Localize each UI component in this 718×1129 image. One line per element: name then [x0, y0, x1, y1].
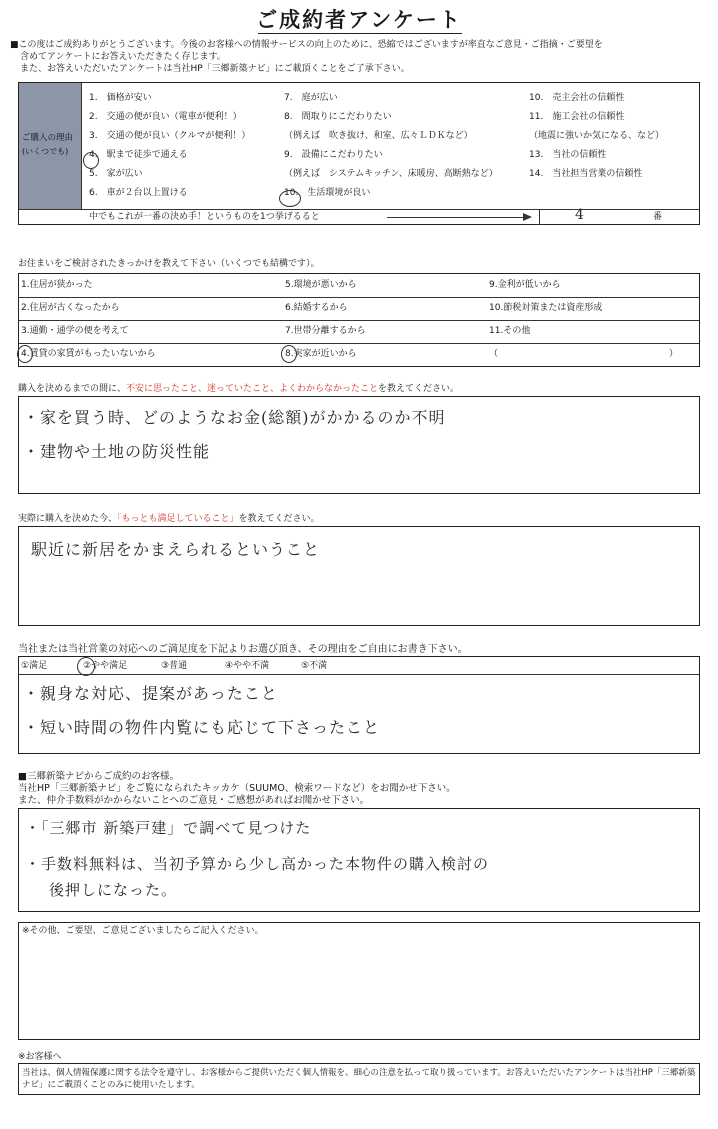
trigger-col-3: [489, 280, 678, 372]
navi-line-2: 当社HP「三郷新築ナビ」をご覧になられたキッカケ（SUUMO、検索ワードなど）をお聞かせ下さい。: [18, 783, 456, 794]
reason-option-note: （例えば 吹き抜け、和室、広々ＬＤＫなど）: [284, 131, 473, 141]
service-option[interactable]: ⑤不満: [301, 661, 328, 671]
trigger-col-1: [21, 280, 156, 372]
best-reason-answer[interactable]: 4: [575, 207, 585, 223]
trigger-other-field[interactable]: （ ）: [489, 349, 679, 359]
title-underline: [258, 33, 462, 34]
reason-option-note: （例えば システムキッチン、床暖房、高断熱など）: [284, 169, 498, 179]
trigger-option[interactable]: 7.世帯分離するから: [285, 326, 366, 336]
other-box[interactable]: [18, 922, 700, 1040]
worry-heading-pre: 購入を決めるまでの間に、: [18, 384, 127, 394]
reason-label-cell: [19, 83, 82, 209]
trigger-option[interactable]: 10.節税対策または資産形成: [489, 303, 603, 313]
worry-answer-1: ・家を買う時、どのようなお金(総額)がかかるのか不明: [23, 408, 446, 427]
privacy-box: [18, 1063, 700, 1095]
reason-option[interactable]: 11. 施工会社の信頼性: [529, 112, 625, 122]
trigger-col-2: [285, 280, 366, 372]
service-option[interactable]: ①満足: [21, 661, 48, 671]
other-label: ※その他、ご要望、ご意見ございましたらご記入ください。: [22, 926, 264, 936]
satisfied-heading-highlight: 「もっとも満足していること」: [117, 514, 239, 524]
worry-heading-highlight: 不安に思ったこと、迷っていたこと、よくわからなかったこと: [126, 384, 379, 394]
reason-col-2: [284, 93, 498, 207]
trigger-option[interactable]: 3.通勤・通学の便を考えて: [21, 326, 129, 336]
arrow-line: [387, 217, 527, 218]
navi-answer-2: ・手数料無料は、当初予算から少し高かった本物件の購入検討の: [25, 855, 490, 873]
reason-option[interactable]: 2. 交通の便が良い（電車が便利！）: [89, 112, 242, 122]
reason-table: [18, 82, 700, 225]
selection-circle: [281, 345, 297, 363]
trigger-option[interactable]: 11.その他: [489, 326, 531, 336]
navi-answer-1: ・「三郷市 新築戸建」で調べて見つけた: [25, 819, 312, 837]
service-heading: 当社または当社営業の対応へのご満足度を下記よりお選び頂き、その理由をご自由にお書き下さい。: [18, 644, 468, 655]
service-option[interactable]: ④やや不満: [225, 661, 270, 671]
reason-option[interactable]: 5. 家が広い: [89, 169, 143, 179]
selection-circle: [279, 190, 301, 207]
reason-col-3: [529, 93, 664, 188]
intro-line-3: また、お答えいただいたアンケートは当社HP「三郷新築ナビ」にご載頂くことをご了承下さい。: [20, 64, 410, 74]
trigger-option[interactable]: 1.住居が狭かった: [21, 280, 93, 290]
arrow-head-icon: [523, 213, 532, 221]
trigger-heading: お住まいをご検討されたきっかけを教えて下さい（いくつでも結構です）。: [18, 259, 320, 269]
navi-answer-3: 後押しになった。: [49, 881, 178, 899]
worry-heading-post: を教えてください。: [378, 384, 460, 394]
navi-line-1: ■三郷新築ナビからご成約のお客様。: [18, 771, 179, 782]
trigger-option[interactable]: 2.住居が古くなったから: [21, 303, 120, 313]
best-reason-prompt: 中でもこれが一番の決め手！というものを1つ挙げるると: [89, 212, 320, 222]
reason-option[interactable]: 10. 生活環境が良い: [284, 188, 371, 198]
reason-label-note: (いくつでも): [22, 147, 69, 156]
service-option[interactable]: ③普通: [161, 661, 188, 671]
page-title: ご成約者アンケート: [256, 8, 462, 32]
intro-line-1: ■この度はご成約ありがとうございます。今後のお客様への情報サービスの向上のために、恐縮ではございますが率直なご意見・ご指摘・ご要望を: [10, 40, 603, 50]
reason-col-1: [89, 93, 250, 207]
reason-option[interactable]: 14. 当社担当営業の信頼性: [529, 169, 643, 179]
satisfied-answer: 駅近に新居をかまえられるということ: [31, 540, 321, 559]
reason-option[interactable]: 8. 間取りにこだわりたい: [284, 112, 392, 122]
intro-text: [10, 39, 700, 75]
service-answer-1[interactable]: ・親身な対応、提案があったこと: [23, 684, 278, 703]
worry-answer-box[interactable]: [18, 396, 700, 494]
trigger-option[interactable]: 6.結婚するから: [285, 303, 348, 313]
reason-option[interactable]: 7. 庭が広い: [284, 93, 338, 103]
satisfied-heading-post: を教えてください。: [238, 514, 320, 524]
privacy-heading: ※お客様へ: [18, 1052, 62, 1062]
reason-option[interactable]: 3. 交通の便が良い（クルマが便利！）: [89, 131, 251, 141]
selection-circle: [83, 152, 99, 169]
privacy-body: 当社は、個人情報保護に関する法令を遵守し、お客様からご提供いただく個人情報を、細心の注意を払って取り扱っています。お答えいただいたアンケートは当社HP「三郷新築ナビ」にご載頂くことのみに使用いたします。: [22, 1068, 696, 1090]
reason-option[interactable]: 13. 当社の信頼性: [529, 150, 607, 160]
reason-option[interactable]: 6. 車が２台以上置ける: [89, 188, 188, 198]
worry-heading: [18, 384, 459, 395]
reason-option[interactable]: 9. 設備にこだわりたい: [284, 150, 383, 160]
reason-option[interactable]: 4. 駅まで徒歩で通える: [89, 150, 188, 160]
trigger-option[interactable]: 4.賃貸の家賃がもったいないから: [21, 349, 156, 359]
intro-line-2: 含めてアンケートにお答えいただきたく存じます。: [20, 52, 226, 62]
navi-line-3: また、仲介手数料がかからないことへのご意見・ご感想があればお聞かせ下さい。: [18, 795, 370, 806]
satisfied-heading-pre: 実際に購入を決めた今、: [18, 514, 118, 524]
trigger-table: [18, 273, 700, 367]
reason-option-note: （地震に強いか気になる、など）: [529, 131, 665, 141]
trigger-option[interactable]: 8.実家が近いから: [285, 349, 357, 359]
satisfied-answer-box[interactable]: [18, 526, 700, 626]
service-box: [18, 656, 700, 754]
service-option[interactable]: ②やや満足: [83, 661, 128, 671]
service-answer-2[interactable]: ・短い時間の物件内覧にも応じて下さったこと: [23, 718, 381, 737]
trigger-option[interactable]: 9.金利が低いから: [489, 280, 561, 290]
selection-circle: [17, 345, 33, 363]
navi-heading: [18, 771, 456, 807]
navi-answer-box[interactable]: [18, 808, 700, 912]
best-reason-suffix: 番: [653, 212, 663, 222]
reason-label: ご購入の理由: [22, 133, 74, 143]
reason-option[interactable]: 10. 売主会社の信頼性: [529, 93, 625, 103]
reason-option[interactable]: 1. 価格が安い: [89, 93, 152, 103]
satisfied-heading: [18, 514, 320, 525]
trigger-option[interactable]: 5.環境が悪いから: [285, 280, 357, 290]
worry-answer-2: ・建物や土地の防災性能: [23, 442, 211, 461]
